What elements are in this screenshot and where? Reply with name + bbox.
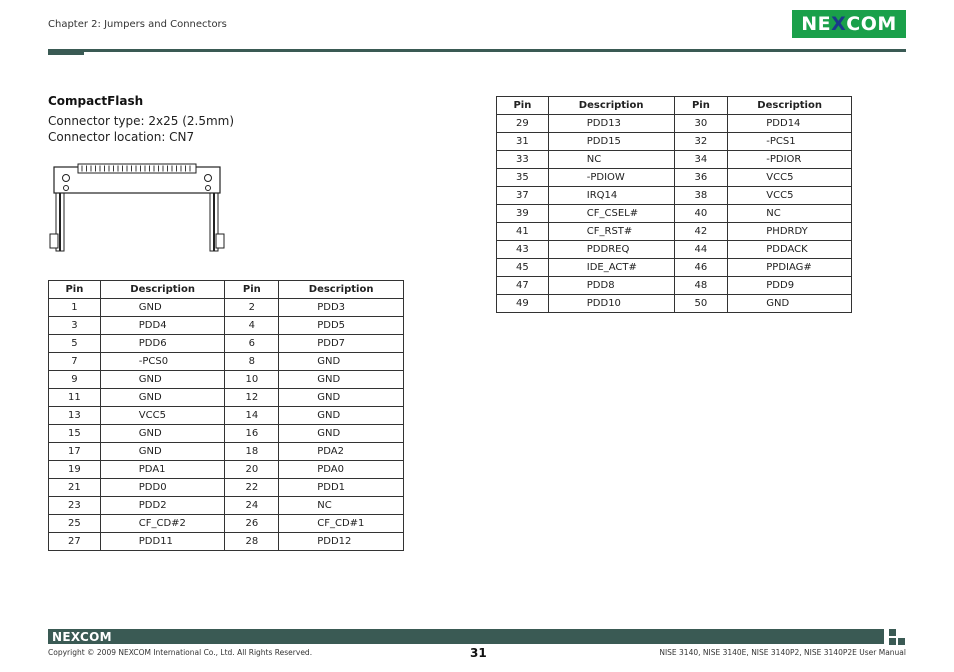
- pin-description: PDD3: [279, 299, 404, 317]
- pin-number: 21: [49, 479, 101, 497]
- pin-number: 20: [225, 461, 279, 479]
- pin-description: PDDACK: [728, 241, 852, 259]
- table-row: [497, 241, 852, 259]
- pin-description: PDA1: [100, 461, 225, 479]
- table-row: [497, 277, 852, 295]
- page-number: 31: [470, 646, 487, 660]
- pin-description: PDD6: [100, 335, 225, 353]
- table-row: [49, 479, 404, 497]
- pin-number: 26: [225, 515, 279, 533]
- pin-description: VCC5: [728, 187, 852, 205]
- pin-description: GND: [100, 371, 225, 389]
- pin-number: 30: [674, 115, 728, 133]
- pin-description: PDD2: [100, 497, 225, 515]
- footer-squares-icon: [889, 629, 907, 645]
- pin-number: 32: [674, 133, 728, 151]
- pin-description: GND: [100, 389, 225, 407]
- pin-description: GND: [279, 389, 404, 407]
- pin-number: 13: [49, 407, 101, 425]
- pin-description: PDD8: [548, 277, 674, 295]
- copyright: Copyright © 2009 NEXCOM International Co., Ltd. All Rights Reserved.: [48, 648, 313, 657]
- pin-description: -PDIOW: [548, 169, 674, 187]
- header-description: Description: [100, 281, 225, 299]
- pin-description: PDD7: [279, 335, 404, 353]
- pin-description: GND: [279, 371, 404, 389]
- table-row: [497, 205, 852, 223]
- pin-number: 16: [225, 425, 279, 443]
- pin-number: 35: [497, 169, 549, 187]
- pin-number: 14: [225, 407, 279, 425]
- pin-description: CF_RST#: [548, 223, 674, 241]
- pin-number: 22: [225, 479, 279, 497]
- footer-bar: [48, 629, 884, 644]
- table-row: [497, 187, 852, 205]
- chapter-heading: Chapter 2: Jumpers and Connectors: [48, 19, 227, 30]
- header-divider: [48, 49, 906, 52]
- pin-number: 50: [674, 295, 728, 313]
- pin-description: PDD13: [548, 115, 674, 133]
- pin-description: PDD15: [548, 133, 674, 151]
- connector-type: Connector type: 2x25 (2.5mm): [48, 114, 235, 128]
- pin-number: 37: [497, 187, 549, 205]
- pin-number: 17: [49, 443, 101, 461]
- pin-number: 9: [49, 371, 101, 389]
- pin-table-right: [496, 96, 852, 313]
- pin-number: 38: [674, 187, 728, 205]
- table-row: [49, 425, 404, 443]
- table-header-row: [49, 281, 404, 299]
- pin-number: 49: [497, 295, 549, 313]
- pin-number: 46: [674, 259, 728, 277]
- pin-description: PDD14: [728, 115, 852, 133]
- pin-description: PDD11: [100, 533, 225, 551]
- pin-number: 8: [225, 353, 279, 371]
- table-row: [49, 515, 404, 533]
- pin-description: PPDIAG#: [728, 259, 852, 277]
- table-row: [49, 371, 404, 389]
- footer-logo: NEXCOM: [52, 630, 112, 644]
- pin-description: GND: [728, 295, 852, 313]
- table-row: [497, 151, 852, 169]
- pin-number: 31: [497, 133, 549, 151]
- pin-description: CF_CSEL#: [548, 205, 674, 223]
- table-row: [49, 335, 404, 353]
- pin-number: 40: [674, 205, 728, 223]
- table-row: [49, 461, 404, 479]
- pin-description: GND: [100, 299, 225, 317]
- pin-number: 34: [674, 151, 728, 169]
- pin-number: 4: [225, 317, 279, 335]
- nexcom-logo: [792, 10, 906, 38]
- header-description: Description: [548, 97, 674, 115]
- pin-description: CF_CD#1: [279, 515, 404, 533]
- pin-description: PDD1: [279, 479, 404, 497]
- table-row: [497, 259, 852, 277]
- pin-description: PDD9: [728, 277, 852, 295]
- pin-description: PHDRDY: [728, 223, 852, 241]
- pin-number: 42: [674, 223, 728, 241]
- pin-number: 44: [674, 241, 728, 259]
- pin-description: PDA0: [279, 461, 404, 479]
- pin-number: 36: [674, 169, 728, 187]
- header-pin: Pin: [497, 97, 549, 115]
- pin-number: 25: [49, 515, 101, 533]
- pin-description: NC: [548, 151, 674, 169]
- table-row: [49, 317, 404, 335]
- pin-description: PDDREQ: [548, 241, 674, 259]
- table-row: [497, 133, 852, 151]
- table-row: [49, 299, 404, 317]
- header-divider-accent: [48, 49, 84, 55]
- logo-text-x: X: [831, 13, 847, 35]
- pin-number: 19: [49, 461, 101, 479]
- pin-number: 5: [49, 335, 101, 353]
- compactflash-connector-diagram: [48, 160, 228, 260]
- pin-description: NC: [728, 205, 852, 223]
- section-title: CompactFlash: [48, 94, 144, 108]
- table-row: [497, 115, 852, 133]
- pin-number: 47: [497, 277, 549, 295]
- manual-name: NISE 3140, NISE 3140E, NISE 3140P2, NISE 3140P2E User Manual: [659, 648, 906, 657]
- pin-number: 11: [49, 389, 101, 407]
- pin-description: GND: [100, 443, 225, 461]
- table-header-row: [497, 97, 852, 115]
- pin-number: 12: [225, 389, 279, 407]
- pin-description: -PCS1: [728, 133, 852, 151]
- pin-description: PDD10: [548, 295, 674, 313]
- pin-number: 41: [497, 223, 549, 241]
- pin-description: GND: [279, 353, 404, 371]
- table-row: [49, 353, 404, 371]
- table-row: [49, 533, 404, 551]
- pin-number: 39: [497, 205, 549, 223]
- pin-description: CF_CD#2: [100, 515, 225, 533]
- logo-text-ne: NE: [801, 13, 832, 35]
- table-row: [497, 169, 852, 187]
- pin-number: 15: [49, 425, 101, 443]
- pin-number: 48: [674, 277, 728, 295]
- pin-number: 28: [225, 533, 279, 551]
- pin-description: -PCS0: [100, 353, 225, 371]
- pin-number: 18: [225, 443, 279, 461]
- pin-number: 45: [497, 259, 549, 277]
- pin-number: 10: [225, 371, 279, 389]
- header-pin: Pin: [674, 97, 728, 115]
- table-row: [497, 223, 852, 241]
- pin-number: 29: [497, 115, 549, 133]
- pin-description: VCC5: [728, 169, 852, 187]
- connector-location: Connector location: CN7: [48, 130, 195, 144]
- table-row: [49, 407, 404, 425]
- pin-description: PDD5: [279, 317, 404, 335]
- pin-description: PDD0: [100, 479, 225, 497]
- pin-table-left: [48, 280, 404, 551]
- header-pin: Pin: [49, 281, 101, 299]
- header-description: Description: [279, 281, 404, 299]
- pin-description: IDE_ACT#: [548, 259, 674, 277]
- pin-description: IRQ14: [548, 187, 674, 205]
- pin-description: NC: [279, 497, 404, 515]
- pin-description: GND: [279, 425, 404, 443]
- pin-description: -PDIOR: [728, 151, 852, 169]
- pin-description: PDD4: [100, 317, 225, 335]
- pin-description: PDD12: [279, 533, 404, 551]
- header-pin: Pin: [225, 281, 279, 299]
- pin-number: 1: [49, 299, 101, 317]
- pin-number: 7: [49, 353, 101, 371]
- header-description: Description: [728, 97, 852, 115]
- pin-description: PDA2: [279, 443, 404, 461]
- pin-number: 23: [49, 497, 101, 515]
- table-row: [49, 389, 404, 407]
- pin-number: 33: [497, 151, 549, 169]
- pin-number: 6: [225, 335, 279, 353]
- pin-number: 2: [225, 299, 279, 317]
- pin-description: GND: [279, 407, 404, 425]
- logo-text-com: COM: [846, 13, 897, 35]
- table-row: [49, 497, 404, 515]
- pin-number: 3: [49, 317, 101, 335]
- pin-description: VCC5: [100, 407, 225, 425]
- pin-number: 24: [225, 497, 279, 515]
- table-row: [497, 295, 852, 313]
- pin-number: 43: [497, 241, 549, 259]
- table-row: [49, 443, 404, 461]
- pin-number: 27: [49, 533, 101, 551]
- pin-description: GND: [100, 425, 225, 443]
